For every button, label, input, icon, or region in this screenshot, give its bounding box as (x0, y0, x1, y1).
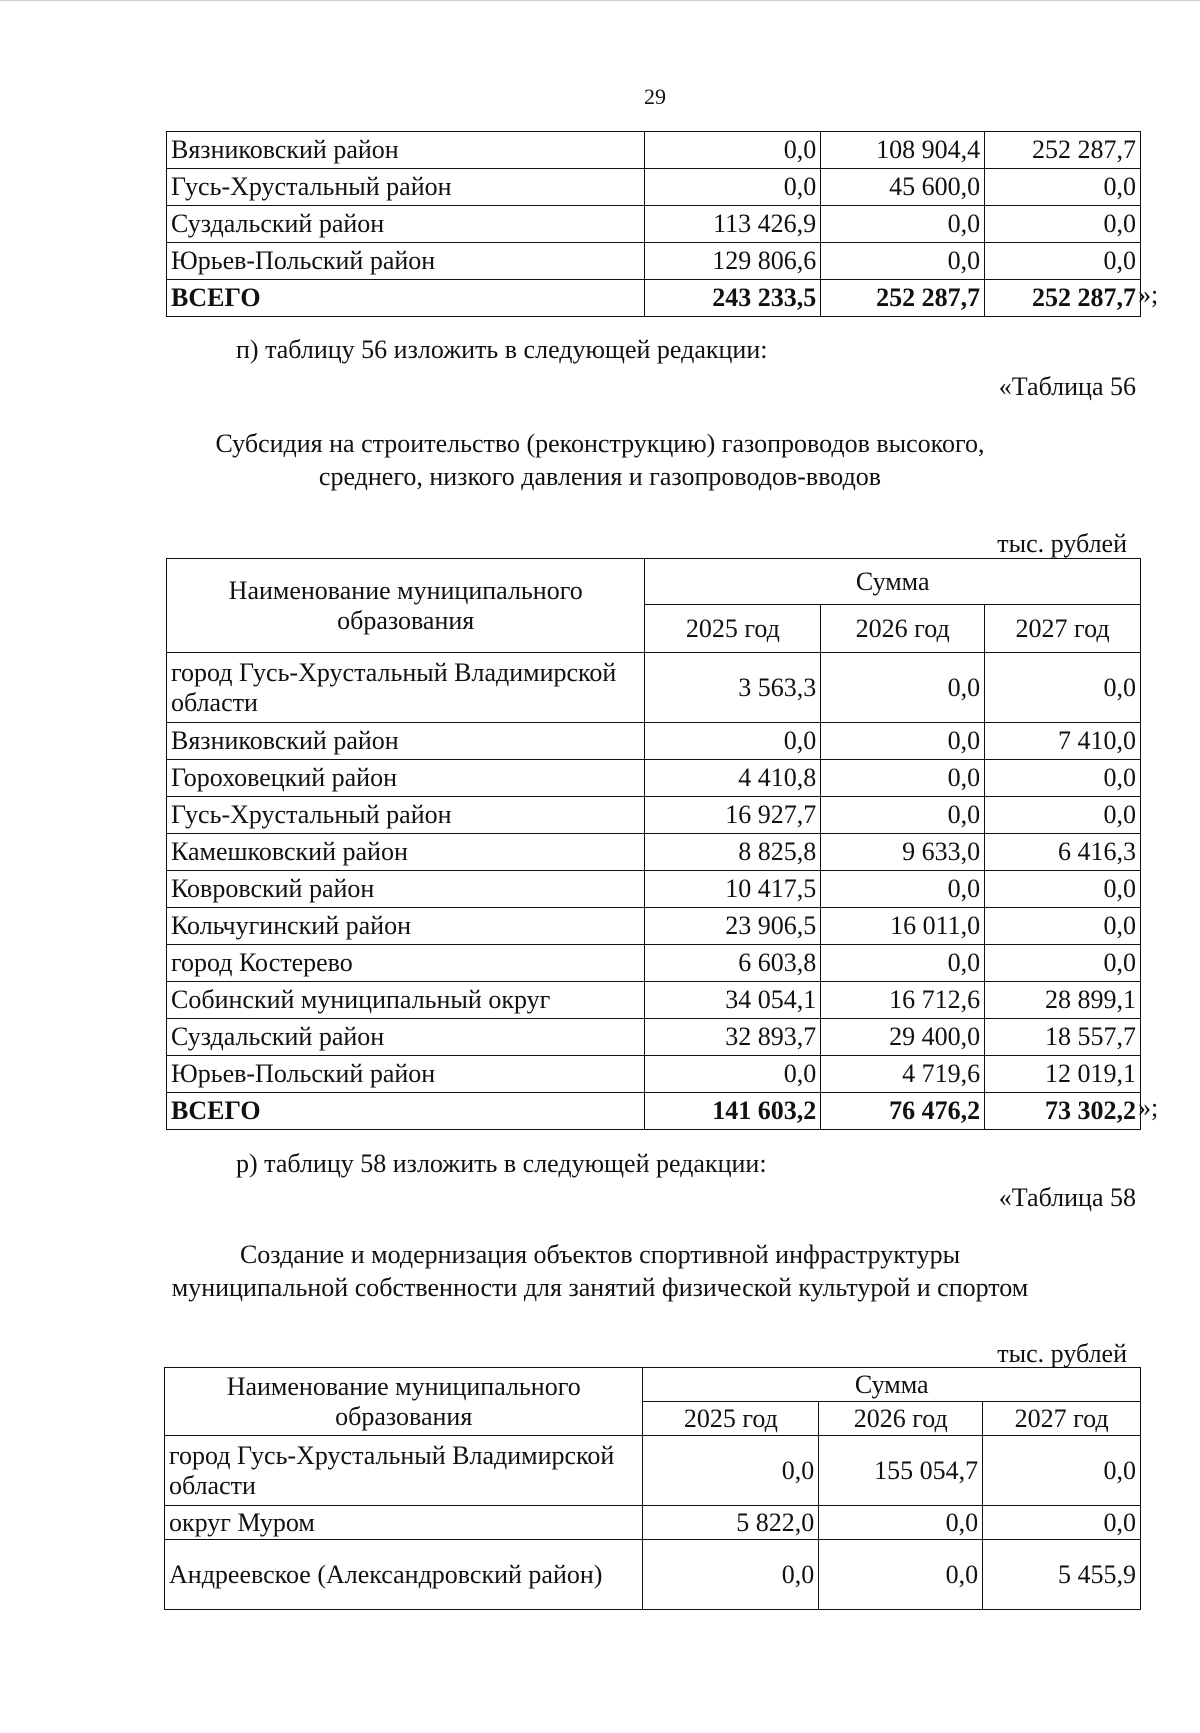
value-2026: 45 600,0 (821, 169, 985, 206)
value-2025: 34 054,1 (645, 982, 821, 1019)
municipality-name: Кольчугинский район (167, 908, 645, 945)
value-2025: 5 822,0 (643, 1506, 819, 1540)
value-2027: 18 557,7 (985, 1019, 1141, 1056)
total-row (167, 280, 1141, 317)
value-2026: 0,0 (821, 760, 985, 797)
header-name: Наименование муниципального образования (165, 1368, 643, 1436)
value-2027: 0,0 (985, 871, 1141, 908)
header-sum: Сумма (643, 1368, 1141, 1402)
value-2027: 0,0 (985, 908, 1141, 945)
value-2025: 23 906,5 (645, 908, 821, 945)
value-2027: 0,0 (985, 797, 1141, 834)
instruction-p: п) таблицу 56 изложить в следующей редакции: (236, 335, 768, 364)
header-year-2026: 2026 год (819, 1402, 983, 1436)
value-2026: 0,0 (821, 653, 985, 723)
municipality-name: Гусь-Хрустальный район (167, 169, 645, 206)
municipality-name: Вязниковский район (167, 723, 645, 760)
municipality-name: Ковровский район (167, 871, 645, 908)
municipality-name: Гороховецкий район (167, 760, 645, 797)
table-row (167, 653, 1141, 723)
municipality-name: город Костерево (167, 945, 645, 982)
value-2025: 0,0 (643, 1436, 819, 1506)
value-2027: 6 416,3 (985, 834, 1141, 871)
table56 (166, 558, 1159, 1130)
municipality-name: округ Муром (165, 1506, 643, 1540)
municipality-name: город Гусь-Хрустальный Владимирской области (165, 1436, 643, 1506)
table56-label: «Таблица 56 (998, 372, 1136, 401)
header-year-2026: 2026 год (821, 605, 985, 653)
value-2027: 12 019,1 (985, 1056, 1141, 1093)
municipality-name: Андреевское (Александровский район) (165, 1540, 643, 1610)
value-2027: 0,0 (985, 945, 1141, 982)
municipality-name: Суздальский район (167, 1019, 645, 1056)
table-row (165, 1436, 1141, 1506)
total-2027-cell (985, 280, 1159, 317)
municipality-name: Вязниковский район (167, 132, 645, 169)
header-name: Наименование муниципального образования (167, 559, 645, 653)
table-row (167, 132, 1141, 169)
total-2027: 73 302,2 (1045, 1096, 1136, 1126)
total-2026: 252 287,7 (821, 280, 985, 317)
closing-quote: »; (1138, 1093, 1159, 1123)
value-2025: 113 426,9 (645, 206, 821, 243)
value-2026: 0,0 (821, 797, 985, 834)
value-2026: 4 719,6 (821, 1056, 985, 1093)
table56-units: тыс. рублей (997, 529, 1127, 558)
value-2027: 0,0 (985, 206, 1141, 243)
total-2025: 243 233,5 (645, 280, 821, 317)
value-2026: 0,0 (821, 871, 985, 908)
instruction-r: р) таблицу 58 изложить в следующей редакции: (236, 1149, 767, 1178)
value-2025: 0,0 (645, 169, 821, 206)
table58-label: «Таблица 58 (998, 1183, 1136, 1212)
value-2027: 0,0 (983, 1506, 1141, 1540)
total-label: ВСЕГО (167, 1093, 645, 1130)
table58-units: тыс. рублей (997, 1339, 1127, 1368)
table58 (164, 1367, 1141, 1610)
table-row (167, 797, 1141, 834)
table-continued (166, 131, 1159, 317)
value-2025: 32 893,7 (645, 1019, 821, 1056)
header-year-2027: 2027 год (983, 1402, 1141, 1436)
value-2025: 0,0 (645, 1056, 821, 1093)
total-row (167, 1093, 1141, 1130)
header-sum: Сумма (645, 559, 1141, 605)
value-2025: 0,0 (645, 132, 821, 169)
value-2025: 0,0 (645, 723, 821, 760)
table-row (167, 723, 1141, 760)
value-2025: 6 603,8 (645, 945, 821, 982)
value-2025: 10 417,5 (645, 871, 821, 908)
table56-title-line2: среднего, низкого давления и газопроводов-вводов (318, 462, 882, 491)
municipality-name: Юрьев-Польский район (167, 243, 645, 280)
header-year-2027: 2027 год (985, 605, 1141, 653)
table-row (165, 1540, 1141, 1610)
value-2027: 0,0 (985, 169, 1141, 206)
top-rule (0, 0, 1200, 1)
table-row (167, 834, 1141, 871)
table-row (167, 169, 1141, 206)
municipality-name: Суздальский район (167, 206, 645, 243)
table58-title-line1: Создание и модернизация объектов спортивной инфраструктуры (239, 1240, 961, 1269)
value-2025: 4 410,8 (645, 760, 821, 797)
value-2026: 0,0 (821, 243, 985, 280)
table-row (167, 243, 1141, 280)
table56-title-line1: Субсидия на строительство (реконструкцию) газопроводов высокого, (215, 429, 985, 458)
closing-quote: »; (1138, 280, 1159, 310)
value-2026: 0,0 (821, 723, 985, 760)
value-2026: 16 011,0 (821, 908, 985, 945)
table-row (167, 206, 1141, 243)
table-row (167, 982, 1141, 1019)
value-2027: 7 410,0 (985, 723, 1141, 760)
value-2027: 0,0 (985, 243, 1141, 280)
total-2027-cell (985, 1093, 1159, 1130)
value-2025: 0,0 (643, 1540, 819, 1610)
table58-title-line2: муниципальной собственности для занятий физической культурой и спортом (171, 1273, 1029, 1302)
value-2026: 0,0 (819, 1506, 983, 1540)
value-2025: 3 563,3 (645, 653, 821, 723)
table-row (165, 1506, 1141, 1540)
value-2026: 0,0 (819, 1540, 983, 1610)
table-row (167, 1056, 1141, 1093)
header-year-2025: 2025 год (645, 605, 821, 653)
value-2027: 0,0 (983, 1436, 1141, 1506)
value-2026: 155 054,7 (819, 1436, 983, 1506)
value-2025: 129 806,6 (645, 243, 821, 280)
value-2027: 28 899,1 (985, 982, 1141, 1019)
value-2027: 0,0 (985, 760, 1141, 797)
value-2025: 16 927,7 (645, 797, 821, 834)
municipality-name: город Гусь-Хрустальный Владимирской области (167, 653, 645, 723)
total-2026: 76 476,2 (821, 1093, 985, 1130)
total-label: ВСЕГО (167, 280, 645, 317)
header-year-2025: 2025 год (643, 1402, 819, 1436)
value-2026: 0,0 (821, 206, 985, 243)
municipality-name: Собинский муниципальный округ (167, 982, 645, 1019)
value-2027: 252 287,7 (985, 132, 1141, 169)
table-row (167, 945, 1141, 982)
value-2025: 8 825,8 (645, 834, 821, 871)
table-row (167, 760, 1141, 797)
table-row (167, 908, 1141, 945)
value-2026: 0,0 (821, 945, 985, 982)
municipality-name: Гусь-Хрустальный район (167, 797, 645, 834)
value-2026: 16 712,6 (821, 982, 985, 1019)
value-2027: 5 455,9 (983, 1540, 1141, 1610)
municipality-name: Юрьев-Польский район (167, 1056, 645, 1093)
table-row (167, 871, 1141, 908)
value-2026: 9 633,0 (821, 834, 985, 871)
table-row (167, 1019, 1141, 1056)
total-2027: 252 287,7 (1032, 283, 1136, 313)
value-2027: 0,0 (985, 653, 1141, 723)
total-2025: 141 603,2 (645, 1093, 821, 1130)
page-number: 29 (644, 84, 666, 109)
value-2026: 29 400,0 (821, 1019, 985, 1056)
value-2026: 108 904,4 (821, 132, 985, 169)
municipality-name: Камешковский район (167, 834, 645, 871)
